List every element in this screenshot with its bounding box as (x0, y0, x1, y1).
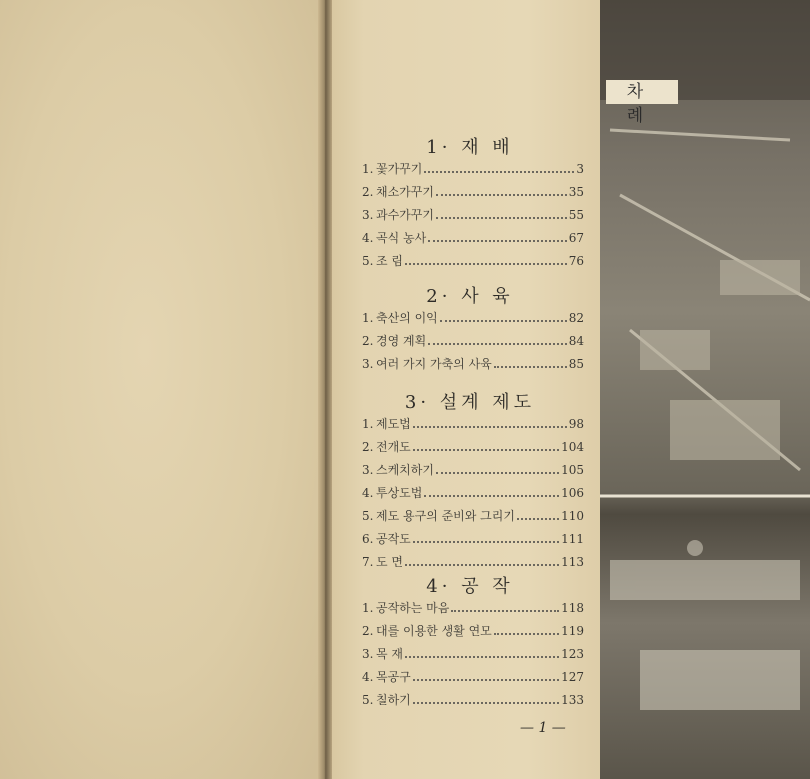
entry-page: 35 (568, 185, 584, 199)
entry-label: 여러 가지 가축의 사육 (376, 357, 492, 371)
toc-entry[interactable] (362, 691, 584, 707)
leader-dots (436, 217, 567, 219)
section-title: 3· 설계 제도 (404, 392, 536, 413)
leader-dots (494, 633, 559, 635)
entry-label: 공작도 (376, 532, 411, 546)
entry-page: 85 (568, 357, 584, 371)
toc-entry[interactable] (362, 668, 584, 684)
entry-number: 3. (362, 463, 374, 477)
toc-entry[interactable] (362, 229, 584, 245)
entry-label: 채소가꾸기 (376, 185, 434, 199)
entry-label: 투상도법 (376, 486, 423, 500)
leader-dots (436, 472, 559, 474)
entry-label: 꽃가꾸기 (376, 162, 423, 176)
entry-number: 3. (362, 647, 374, 661)
toc-entry[interactable] (362, 355, 584, 371)
left-blank-page (0, 0, 322, 779)
toc-entry[interactable] (362, 530, 584, 546)
toc-entry[interactable] (362, 484, 584, 500)
leader-dots (451, 610, 559, 612)
entry-label: 경영 계획 (376, 334, 427, 348)
entry-label: 대를 이용한 생활 연모 (376, 624, 492, 638)
entry-page: 84 (568, 334, 584, 348)
entry-number: 3. (362, 357, 374, 371)
entry-page: 105 (561, 463, 584, 477)
toc-entry[interactable] (362, 415, 584, 431)
entry-number: 2. (362, 334, 374, 348)
entry-number: 2. (362, 624, 374, 638)
entry-label: 공작하는 마음 (376, 601, 450, 615)
toc-entry[interactable] (362, 599, 584, 615)
entry-page: 119 (561, 624, 584, 638)
entry-page: 106 (561, 486, 584, 500)
entry-number: 4. (362, 670, 374, 684)
leader-dots (405, 564, 559, 566)
entry-number: 2. (362, 185, 374, 199)
leader-dots (405, 656, 559, 658)
toc-entry[interactable] (362, 645, 584, 661)
entry-label: 전개도 (376, 440, 411, 454)
toc-entry[interactable] (362, 332, 584, 348)
entry-page: 67 (568, 231, 584, 245)
entry-page: 127 (561, 670, 584, 684)
leader-dots (413, 541, 559, 543)
leader-dots (413, 702, 559, 704)
leader-dots (424, 171, 574, 173)
entry-label: 곡식 농사 (376, 231, 427, 245)
entry-page: 133 (561, 693, 584, 707)
contents-label: 차 례 (606, 80, 678, 104)
toc-entry[interactable] (362, 160, 584, 176)
page-number: — 1 — (520, 720, 566, 736)
entry-label: 스케치하기 (376, 463, 434, 477)
toc-entry[interactable] (362, 438, 584, 454)
leader-dots (436, 194, 567, 196)
entry-label: 과수가꾸기 (376, 208, 434, 222)
entry-number: 1. (362, 311, 374, 325)
entry-page: 55 (568, 208, 584, 222)
entry-page: 118 (561, 601, 584, 615)
entry-number: 6. (362, 532, 374, 546)
leader-dots (428, 343, 567, 345)
section-title: 1· 재 배 (426, 137, 514, 158)
toc-entry[interactable] (362, 553, 584, 569)
entry-number: 1. (362, 162, 374, 176)
entry-page: 98 (568, 417, 584, 431)
entry-label: 목공구 (376, 670, 411, 684)
toc-entry[interactable] (362, 507, 584, 523)
entry-page: 82 (568, 311, 584, 325)
entry-page: 76 (568, 254, 584, 268)
toc-entry[interactable] (362, 252, 584, 268)
entry-page: 104 (561, 440, 584, 454)
leader-dots (413, 426, 567, 428)
entry-number: 5. (362, 509, 374, 523)
entry-number: 1. (362, 417, 374, 431)
entry-number: 3. (362, 208, 374, 222)
section-title: 2· 사 육 (426, 286, 514, 307)
entry-page: 113 (561, 555, 584, 569)
entry-number: 4. (362, 486, 374, 500)
leader-dots (440, 320, 567, 322)
leader-dots (413, 449, 559, 451)
entry-label: 축산의 이익 (376, 311, 438, 325)
entry-label: 목 재 (376, 647, 403, 661)
leader-dots (413, 679, 559, 681)
entry-page: 110 (561, 509, 584, 523)
leader-dots (405, 263, 567, 265)
entry-label: 칠하기 (376, 693, 411, 707)
entry-label: 조 림 (376, 254, 403, 268)
entry-label: 도 면 (376, 555, 403, 569)
section-title: 4· 공 작 (426, 576, 514, 597)
toc-entry[interactable] (362, 622, 584, 638)
entry-page: 3 (576, 162, 584, 176)
leader-dots (428, 240, 567, 242)
entry-number: 1. (362, 601, 374, 615)
toc-entry[interactable] (362, 309, 584, 325)
entry-number: 5. (362, 693, 374, 707)
entry-page: 111 (561, 532, 584, 546)
entry-label: 제도법 (376, 417, 411, 431)
entry-number: 5. (362, 254, 374, 268)
entry-number: 2. (362, 440, 374, 454)
entry-number: 7. (362, 555, 374, 569)
toc-entry[interactable] (362, 183, 584, 199)
toc-entry[interactable] (362, 206, 584, 222)
entry-label: 제도 용구의 준비와 그리기 (376, 509, 515, 523)
leader-dots (424, 495, 559, 497)
entry-page: 123 (561, 647, 584, 661)
leader-dots (494, 366, 567, 368)
entry-number: 4. (362, 231, 374, 245)
leader-dots (517, 518, 559, 520)
toc-entry[interactable] (362, 461, 584, 477)
